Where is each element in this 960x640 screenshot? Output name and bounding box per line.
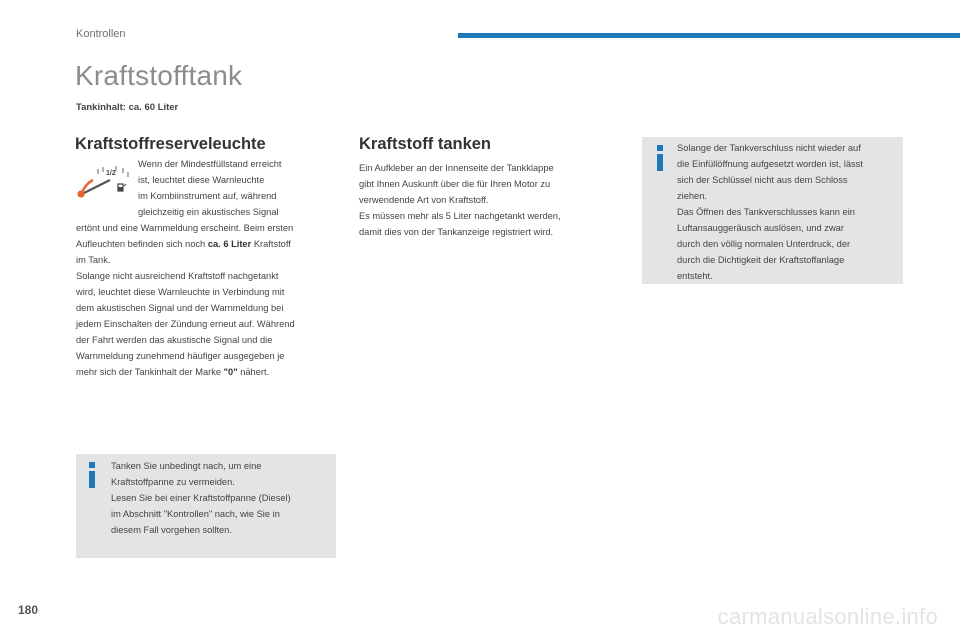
text-line: ziehen. — [677, 191, 707, 201]
text-span: Aufleuchten befinden sich noch — [76, 239, 208, 249]
text-span: Kraftstoff — [251, 239, 291, 249]
text-line: Ein Aufkleber an der Innenseite der Tankklappe — [359, 163, 554, 173]
fuel-mark: "0" — [223, 367, 238, 377]
tank-capacity: Tankinhalt: ca. 60 Liter — [76, 102, 179, 113]
info-note-text — [111, 458, 333, 538]
text-line: Luftansauggeräusch auslösen, und zwar — [677, 223, 844, 233]
text-line: wird, leuchtet diese Warnleuchte in Verbindung mit — [76, 287, 285, 297]
section-label: Kontrollen — [76, 28, 126, 40]
text-line: damit dies von der Tankanzeige registriert wird. — [359, 227, 554, 237]
info-note-right-text — [677, 140, 901, 284]
refuel-heading: Kraftstoff tanken — [359, 135, 492, 153]
text-line: ist, leuchtet diese Warnleuchte — [138, 175, 265, 185]
text-line: Lesen Sie bei einer Kraftstoffpanne (Diesel) — [111, 493, 291, 503]
text-line: Tanken Sie unbedingt nach, um eine — [111, 461, 262, 471]
reserve-text-indented — [138, 156, 338, 220]
text-line: durch den völlig normalen Unterdruck, der — [677, 239, 851, 249]
text-line: der Fahrt werden das akustische Signal und die — [76, 335, 273, 345]
text-line: ertönt und eine Warnmeldung erscheint. Beim ersten — [76, 223, 294, 233]
text-line — [76, 364, 346, 380]
text-line: dem akustischen Signal und der Warnmeldung bei — [76, 303, 284, 313]
text-line: durch die Dichtigkeit der Kraftstoffanlage — [677, 255, 845, 265]
text-line: im Kombiinstrument auf, während — [138, 191, 277, 201]
page-number: 180 — [18, 603, 39, 617]
text-line: Es müssen mehr als 5 Liter nachgetankt werden, — [359, 211, 561, 221]
fuel-gauge-icon — [76, 162, 136, 208]
text-line: Solange der Tankverschluss nicht wieder auf — [677, 143, 861, 153]
text-line: entsteht. — [677, 271, 713, 281]
text-line: sich der Schlüssel nicht aus dem Schloss — [677, 175, 848, 185]
info-note-box — [76, 454, 336, 558]
text-line: gleichzeitig ein akustisches Signal — [138, 207, 279, 217]
text-line: Warnmeldung zunehmend häufiger ausgegeben je — [76, 351, 285, 361]
text-line: Das Öffnen des Tankverschlusses kann ein — [677, 207, 855, 217]
text-span: nähert. — [237, 367, 270, 377]
page-title: Kraftstofftank — [75, 60, 243, 91]
gauge-half-label: 1/2 — [106, 170, 116, 177]
reserve-heading: Kraftstoffreserveleuchte — [75, 135, 266, 153]
watermark-url: carmanualsonline.info — [717, 604, 938, 629]
fuel-amount: ca. 6 Liter — [207, 239, 252, 249]
reserve-text-body — [76, 220, 346, 380]
text-line: gibt Ihnen Auskunft über die für Ihren Motor zu — [359, 179, 551, 189]
text-line: Solange nicht ausreichend Kraftstoff nachgetankt — [76, 271, 279, 281]
text-line: verwendende Art von Kraftstoff. — [359, 195, 489, 205]
text-span: mehr sich der Tankinhalt der Marke — [76, 367, 224, 377]
info-icon — [654, 145, 666, 171]
info-note-box-right — [642, 137, 903, 284]
refuel-text — [359, 160, 619, 240]
text-line: im Tank. — [76, 255, 111, 265]
text-line — [76, 236, 346, 252]
text-line: Kraftstoffpanne zu vermeiden. — [111, 477, 235, 487]
text-line: jedem Einschalten der Zündung erneut auf. Während — [76, 319, 295, 329]
text-line: die Einfüllöffnung aufgesetzt worden ist, lässt — [677, 159, 863, 169]
text-line: Wenn der Mindestfüllstand erreicht — [138, 159, 282, 169]
header-accent-bar — [458, 33, 960, 38]
text-line: diesem Fall vorgehen sollten. — [111, 525, 232, 535]
text-line: im Abschnitt "Kontrollen" nach, wie Sie in — [111, 509, 280, 519]
info-icon — [86, 462, 98, 488]
